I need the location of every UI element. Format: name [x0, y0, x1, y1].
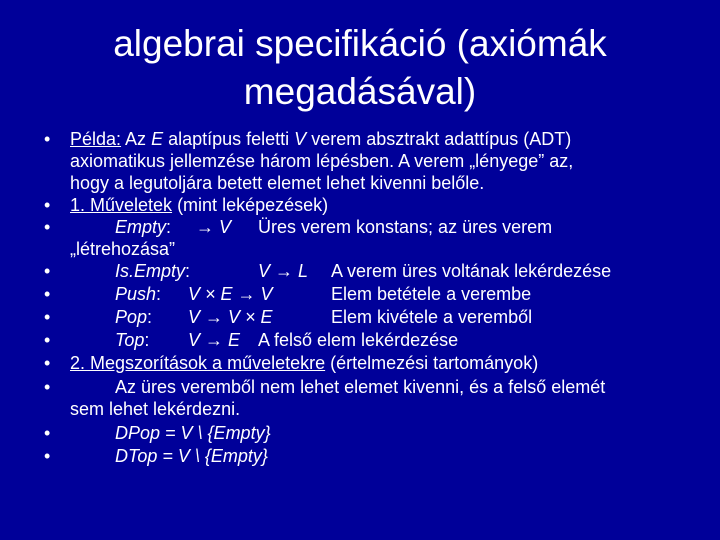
dpop-formula: DPop = V \ {Empty}	[115, 423, 271, 443]
type-v: V	[294, 129, 307, 149]
bullet-marker: •	[44, 330, 51, 350]
operations-label: 1. Műveletek	[70, 195, 173, 215]
op-top-name	[115, 329, 149, 351]
slide-title	[0, 20, 720, 116]
example-line-1	[70, 128, 571, 150]
op-name: Top	[115, 330, 145, 350]
bullet-marker: •	[44, 284, 51, 304]
dtop-formula: DTop = V \ {Empty}	[115, 446, 268, 466]
op-colon: :	[144, 330, 150, 350]
op-empty-name	[115, 216, 171, 238]
op-colon: :	[147, 307, 153, 327]
op-colon: :	[166, 217, 172, 237]
op-empty-description-2: „létrehozása”	[70, 239, 176, 259]
example-line-2: axiomatikus jellemzése három lépésben. A verem „lényege” az,	[70, 151, 574, 171]
op-empty-signature: → V	[196, 217, 232, 237]
type-e: E	[151, 129, 164, 149]
op-top-description: A felső elem lekérdezése	[258, 330, 459, 350]
constraints-heading	[70, 352, 538, 374]
op-push-signature: V × E → V	[188, 284, 273, 304]
bullet-marker: •	[44, 377, 51, 397]
op-pop-name	[115, 306, 152, 328]
constraints-label: 2. Megszorítások a műveletekre	[70, 353, 326, 373]
op-isempty-signature: V → L	[258, 261, 309, 281]
operations-note: (mint leképezések)	[172, 195, 329, 215]
bullet-marker: •	[44, 129, 51, 149]
op-name: Is.Empty	[115, 261, 186, 281]
bullet-marker: •	[44, 353, 51, 373]
op-colon: :	[156, 284, 162, 304]
op-name: Pop	[115, 307, 148, 327]
op-name: Push	[115, 284, 157, 304]
title-line-2: megadásával)	[243, 71, 477, 112]
op-pop-description: Elem kivétele a veremből	[331, 307, 533, 327]
bullet-marker: •	[44, 195, 51, 215]
bullet-marker: •	[44, 423, 51, 443]
constraints-note: (értelmezési tartományok)	[325, 353, 539, 373]
op-isempty-description: A verem üres voltának lekérdezése	[331, 261, 612, 281]
op-colon: :	[185, 261, 191, 281]
op-isempty-name	[115, 260, 190, 282]
example-label: Példa:	[70, 129, 122, 149]
op-push-description: Elem betétele a verembe	[331, 284, 532, 304]
example-text: verem absztrakt adattípus (ADT)	[306, 129, 572, 149]
constraints-text-2: sem lehet lekérdezni.	[70, 399, 241, 419]
bullet-marker: •	[44, 446, 51, 466]
op-empty-description: Üres verem konstans; az üres verem	[258, 217, 553, 237]
operations-heading	[70, 194, 328, 216]
bullet-marker: •	[44, 307, 51, 327]
bullet-marker: •	[44, 217, 51, 237]
op-name: Empty	[115, 217, 167, 237]
example-text: alaptípus feletti	[163, 129, 295, 149]
constraints-text-1: Az üres veremből nem lehet elemet kivenni, és a felső elemét	[115, 377, 606, 397]
op-push-name	[115, 283, 161, 305]
op-pop-signature: V → V × E	[188, 307, 273, 327]
title-line-1: algebrai specifikáció (axiómák	[113, 23, 607, 64]
example-line-3: hogy a legutoljára betett elemet lehet kivenni belőle.	[70, 173, 485, 193]
op-top-signature: V → E	[188, 330, 241, 350]
bullet-marker: •	[44, 261, 51, 281]
example-text: Az	[121, 129, 152, 149]
